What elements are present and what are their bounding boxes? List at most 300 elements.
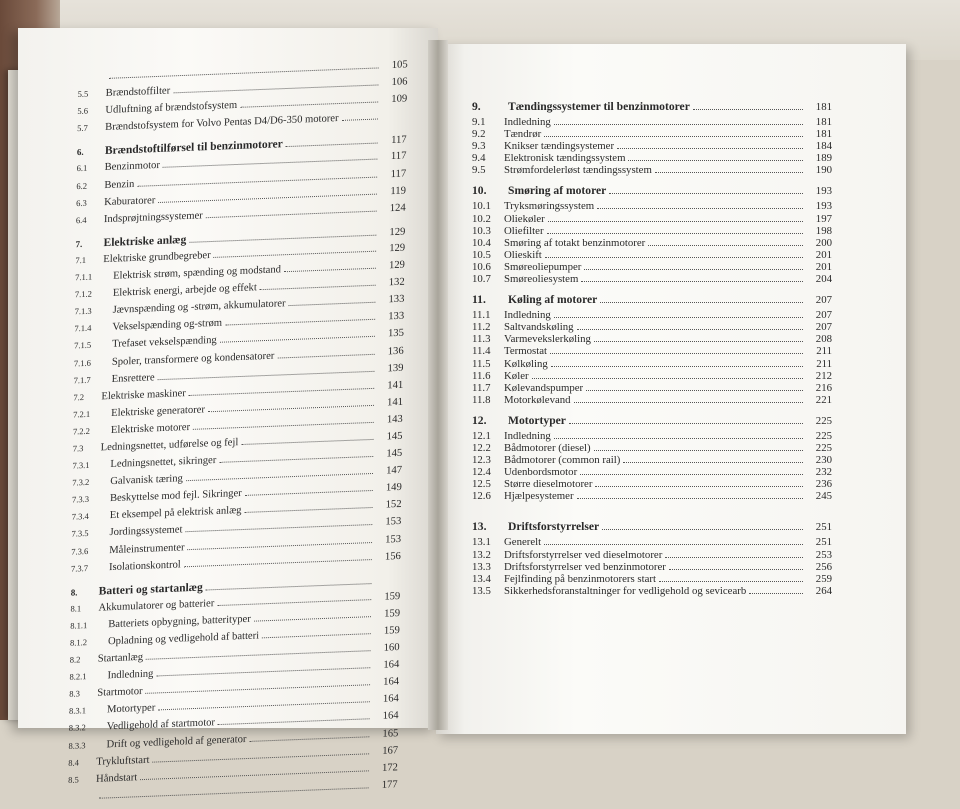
toc-number: 8.3.3 [68, 739, 86, 751]
toc-number: 11.7 [472, 381, 491, 394]
toc-leader-dots [206, 583, 372, 590]
toc-title: Ensrettere [111, 371, 155, 385]
toc-page-number: 225 [815, 441, 832, 454]
toc-title: Ledningsnettet, udførelse og fejl [100, 437, 239, 454]
toc-title: Køler [504, 369, 529, 382]
toc-number: 11.5 [472, 357, 491, 370]
toc-leader-dots [569, 423, 803, 424]
toc-title: Indledning [107, 668, 154, 682]
toc-row [472, 237, 832, 249]
toc-row [472, 321, 832, 333]
toc-number: 13.2 [472, 548, 491, 561]
toc-page-number: 159 [384, 590, 401, 603]
toc-title: Motorkølevand [504, 393, 571, 406]
toc-leader-dots [594, 450, 803, 451]
toc-number: 7.1.2 [74, 288, 92, 300]
toc-title: Brændstoffilter [105, 85, 171, 100]
toc-leader-dots [184, 559, 372, 567]
toc-leader-dots [186, 473, 373, 481]
toc-number: 9.2 [472, 128, 486, 141]
toc-leader-dots [577, 329, 803, 330]
toc-page-number: 200 [815, 236, 832, 249]
toc-number: 7.1.5 [74, 340, 92, 351]
toc-leader-dots [609, 193, 803, 194]
toc-title: Isolationskontrol [108, 559, 181, 573]
toc-number: 5.7 [77, 122, 88, 134]
toc-leader-dots [158, 702, 370, 711]
toc-leader-dots [208, 405, 374, 412]
toc-leader-dots [193, 422, 374, 430]
toc-title: Tændrør [504, 128, 542, 141]
toc-page-number: 190 [815, 164, 832, 177]
toc-title: Større dieselmotorer [504, 478, 593, 491]
toc-page-number: 211 [816, 357, 832, 370]
toc-number: 6.3 [76, 197, 87, 208]
toc-title: Brændstoftilførsel til benzinmotorer [104, 138, 283, 158]
toc-title: Fejlfinding på benzinmotorers start [504, 572, 657, 585]
toc-title: Smøreoliesystem [504, 273, 579, 286]
toc-leader-dots [245, 490, 373, 496]
toc-number: 12.2 [472, 441, 491, 454]
toc-page-number: 221 [815, 393, 832, 406]
toc-leader-dots [665, 557, 803, 558]
toc-page-number: 124 [389, 202, 406, 214]
toc-page-number: 159 [383, 625, 400, 637]
toc-row [472, 116, 832, 128]
toc-page-number: 216 [815, 381, 832, 394]
toc-number: 7.1.7 [73, 374, 91, 385]
toc-page-number: 129 [389, 242, 406, 255]
toc-leader-dots [600, 302, 803, 303]
toc-row [472, 333, 832, 345]
toc-number: 10.4 [472, 236, 491, 249]
toc-row [472, 561, 832, 573]
toc-page-number: 139 [387, 362, 404, 374]
right-toc [472, 100, 832, 597]
toc-number: 8.3 [69, 688, 81, 700]
toc-row [472, 454, 832, 466]
toc-page-number: 141 [387, 379, 404, 392]
toc-title: Motortyper [508, 413, 566, 427]
toc-row [472, 370, 832, 382]
toc-page-number: 136 [387, 345, 404, 357]
toc-title: Kaburatorer [104, 194, 156, 208]
toc-page-number: 177 [381, 779, 398, 791]
toc-leader-dots [158, 370, 375, 379]
toc-page-number: 198 [815, 224, 832, 237]
toc-number: 7.3.5 [71, 528, 89, 540]
toc-number: 11.3 [472, 333, 491, 346]
toc-title: Generelt [504, 536, 542, 549]
toc-leader-dots [158, 193, 377, 202]
toc-row [472, 358, 832, 370]
toc-leader-dots [554, 438, 803, 439]
toc-page-number: 201 [815, 248, 832, 261]
toc-title: Indledning [504, 309, 551, 322]
toc-title: Opladning og vedligehold af batteri [107, 630, 260, 648]
toc-number: 8.2 [69, 654, 81, 665]
toc-page-number: 153 [385, 533, 402, 546]
toc-number: 11.6 [472, 369, 491, 382]
toc-title: Elektrisk energi, arbejde og effekt [112, 282, 257, 299]
toc-title: Indledning [504, 429, 551, 442]
toc-page-number: 208 [815, 333, 832, 346]
toc-leader-dots [574, 402, 803, 403]
toc-leader-dots [554, 317, 803, 318]
toc-leader-dots [648, 245, 803, 246]
toc-number: 10. [472, 184, 487, 198]
toc-leader-dots [254, 616, 371, 622]
toc-number: 9.1 [472, 116, 486, 128]
toc-title: Driftsforstyrrelser ved benzinmotorer [504, 560, 666, 573]
toc-page-number: 160 [383, 642, 400, 654]
toc-page-number: 164 [383, 676, 400, 689]
toc-page-number: 189 [815, 152, 832, 165]
toc-number: 11.2 [472, 321, 491, 334]
toc-leader-dots [580, 474, 803, 475]
toc-leader-dots [109, 67, 379, 78]
toc-number: 12.5 [472, 478, 491, 491]
toc-leader-dots [532, 378, 803, 379]
toc-title: Smøreoliepumper [504, 260, 582, 273]
toc-page-number: 230 [815, 454, 832, 467]
toc-title: Benzinmotor [104, 160, 160, 174]
toc-leader-dots [152, 753, 369, 762]
toc-number: 11. [472, 293, 486, 307]
toc-row [472, 261, 832, 273]
toc-row [472, 345, 832, 357]
toc-title: Galvanisk tæring [110, 473, 183, 488]
toc-row [472, 128, 832, 140]
toc-leader-dots [244, 507, 372, 513]
toc-number: 5.6 [77, 105, 89, 117]
toc-chapter-row [472, 184, 832, 200]
toc-number: 5.5 [77, 88, 89, 100]
toc-number: 6.4 [75, 214, 87, 225]
toc-number: 7.1.4 [74, 322, 92, 334]
toc-number: 8.5 [68, 774, 79, 785]
toc-page-number: 152 [385, 499, 402, 511]
toc-leader-dots [241, 439, 373, 445]
toc-number: 9. [472, 100, 481, 113]
toc-row [472, 430, 832, 442]
toc-page-number: 225 [815, 414, 832, 427]
toc-title: Beskyttelse mod fejl. Sikringer [109, 488, 242, 505]
toc-row [472, 549, 832, 561]
toc-title: Vekselspænding og-strøm [112, 317, 223, 334]
toc-number: 7.3.2 [72, 477, 90, 488]
toc-title: Hjælpesystemer [504, 490, 574, 503]
toc-title: Jævnspænding og -strøm, akkumulatorer [112, 298, 286, 317]
toc-page-number: 129 [389, 226, 406, 239]
toc-title: Knikser tændingsystemer [504, 140, 615, 153]
toc-leader-dots [551, 366, 803, 367]
toc-page-number: 167 [382, 744, 399, 757]
toc-leader-dots [277, 353, 374, 358]
toc-title: Kølkøling [504, 357, 548, 370]
toc-title: Et eksempel på elektrisk anlæg [109, 505, 242, 522]
toc-title: Elektriske motorer [110, 421, 191, 436]
toc-row [472, 466, 832, 478]
book-gutter [428, 40, 448, 730]
toc-title: Håndstart [96, 771, 138, 785]
toc-title: Elektrisk strøm, spænding og modstand [113, 264, 282, 282]
toc-number: 9.4 [472, 152, 486, 165]
toc-title: Vedligehold af startmotor [106, 717, 216, 733]
toc-page-number: 251 [815, 521, 832, 534]
toc-title: Elektriske anlæg [103, 233, 187, 249]
toc-number: 9.5 [472, 164, 486, 177]
toc-row [472, 309, 832, 321]
toc-page-number: 117 [390, 150, 407, 163]
toc-page-number [374, 583, 400, 584]
toc-number: 10.5 [472, 248, 491, 261]
toc-page-number: 165 [382, 727, 399, 740]
toc-leader-dots [581, 281, 803, 282]
toc-number: 13.4 [472, 572, 491, 585]
toc-row [472, 573, 832, 585]
toc-number: 12.3 [472, 454, 491, 467]
toc-row [472, 478, 832, 490]
toc-page-number: 211 [816, 345, 832, 358]
toc-leader-dots [342, 119, 378, 121]
toc-page-number: 106 [391, 76, 408, 89]
toc-number: 12.6 [472, 490, 491, 503]
toc-chapter-row [472, 293, 832, 309]
toc-title: Elektriske generatorer [111, 404, 206, 419]
toc-title: Kølevandspumper [504, 381, 584, 394]
toc-page-number: 164 [383, 659, 400, 671]
toc-page-number: 133 [388, 293, 405, 306]
toc-number [68, 799, 96, 800]
toc-page-number: 109 [391, 93, 408, 106]
toc-leader-dots [693, 109, 803, 110]
toc-title: Sikkerhedsforanstaltninger for vedligehold og sevicearb [504, 584, 747, 597]
toc-page-number: 207 [815, 294, 832, 307]
toc-page-number: 253 [815, 548, 832, 561]
toc-chapter-row [472, 100, 832, 116]
toc-leader-dots [156, 667, 370, 676]
toc-number: 13. [472, 520, 487, 534]
toc-title: Termostat [504, 345, 548, 358]
toc-page-number: 181 [815, 101, 832, 113]
toc-page-number: 232 [815, 466, 832, 479]
toc-row [472, 536, 832, 548]
toc-number: 8.1.1 [70, 619, 88, 631]
toc-leader-dots [749, 593, 803, 594]
toc-title: Smøring af totakt benzinmotorer [504, 236, 646, 249]
toc-page-number: 164 [382, 693, 399, 706]
toc-page-number: 193 [815, 185, 832, 198]
toc-title: Saltvandskøling [504, 321, 574, 334]
toc-number: 12. [472, 413, 487, 427]
toc-leader-dots [554, 124, 803, 125]
toc-leader-dots [220, 336, 375, 343]
toc-number: 6. [76, 147, 84, 158]
toc-number: 7.1.3 [74, 305, 92, 317]
toc-leader-dots [260, 285, 376, 290]
toc-number: 7.2.1 [73, 408, 91, 420]
toc-title: Køling af motorer [508, 293, 598, 307]
toc-page-number: 156 [384, 550, 401, 563]
toc-title: Strømfordelerløst tændingssystem [504, 164, 652, 177]
toc-number: 7.2 [73, 391, 85, 403]
toc-number: 7.3.6 [71, 545, 89, 557]
toc-title: Tændingssystemer til benzinmotorer [508, 100, 690, 113]
toc-leader-dots [240, 102, 378, 108]
toc-title: Ledningsnettet, sikringer [110, 455, 217, 471]
toc-page-number: 207 [815, 309, 832, 322]
toc-title: Bådmotorer (common rail) [504, 454, 621, 467]
toc-row [472, 442, 832, 454]
toc-number: 10.3 [472, 224, 491, 237]
toc-leader-dots [189, 235, 376, 243]
toc-title: Bådmotorer (diesel) [504, 441, 591, 454]
toc-chapter-row [472, 520, 832, 536]
toc-page-number: 132 [388, 276, 405, 289]
toc-page-number: 129 [388, 259, 405, 272]
toc-title: Elektriske maskiner [101, 387, 186, 403]
toc-chapter-row [472, 414, 832, 430]
toc-page-number: 141 [387, 396, 404, 409]
toc-number: 7.1.6 [73, 357, 91, 368]
toc-page-number: 259 [815, 572, 832, 585]
toc-number: 8.2.1 [69, 671, 87, 682]
toc-row [472, 585, 832, 597]
toc-leader-dots [602, 529, 803, 530]
toc-number: 7.3 [72, 443, 84, 454]
toc-page-number: 207 [815, 321, 832, 334]
toc-leader-dots [217, 599, 371, 606]
toc-page-number: 181 [815, 128, 832, 141]
toc-page-number: 197 [815, 212, 832, 225]
toc-number: 13.1 [472, 536, 491, 549]
toc-leader-dots [206, 210, 377, 218]
toc-number: 8.1.2 [69, 637, 88, 648]
toc-page-number [381, 119, 407, 120]
toc-title: Startanlæg [97, 652, 144, 665]
toc-number: 12.1 [472, 429, 491, 442]
toc-number: 10.6 [472, 260, 491, 273]
toc-leader-dots [225, 319, 375, 326]
toc-title: Tryksmøringssystem [504, 200, 595, 213]
toc-title: Benzin [104, 178, 135, 191]
toc-page-number: 145 [386, 430, 403, 443]
toc-leader-dots [550, 353, 803, 354]
toc-number: 6.1 [76, 163, 88, 174]
toc-row [472, 394, 832, 406]
toc-number: 11.1 [472, 309, 491, 322]
toc-number: 8.3.2 [68, 722, 86, 734]
toc-page-number: 184 [815, 140, 832, 153]
toc-number: 8.4 [68, 757, 80, 768]
toc-leader-dots [173, 85, 378, 94]
toc-number: 7.1.1 [75, 271, 93, 283]
toc-page-number: 164 [382, 710, 399, 723]
toc-page-number: 245 [815, 490, 832, 503]
toc-leader-dots [163, 159, 378, 168]
toc-page-number: 149 [385, 482, 402, 494]
toc-leader-dots [628, 160, 803, 161]
toc-title: Elektronisk tændingssystem [504, 152, 626, 165]
toc-title: Indledning [504, 116, 551, 128]
toc-page-number: 256 [815, 560, 832, 573]
toc-title: Driftsforstyrrelser [508, 520, 600, 534]
toc-page-number: 204 [815, 273, 832, 286]
toc-leader-dots [137, 176, 377, 186]
toc-title: Indsprøjtningssystemer [103, 210, 203, 225]
toc-leader-dots [544, 544, 803, 545]
toc-leader-dots [262, 633, 371, 638]
toc-page-number: 135 [387, 328, 405, 340]
toc-title: Brændstofsystem for Volvo Pentas D4/D6-350 motorer [105, 113, 339, 134]
toc-page-number: 172 [381, 761, 398, 774]
toc-leader-dots [548, 221, 803, 222]
toc-page-number: 143 [386, 413, 403, 426]
toc-leader-dots [655, 172, 803, 173]
toc-page-number: 159 [384, 607, 401, 620]
toc-title: Startmotor [97, 686, 143, 700]
toc-row [472, 225, 832, 237]
toc-page-number: 133 [388, 310, 405, 323]
toc-leader-dots [286, 143, 378, 148]
toc-leader-dots [545, 257, 803, 258]
toc-number: 8.3.1 [69, 705, 87, 717]
toc-title: Motortyper [106, 702, 156, 716]
toc-number: 7.1 [75, 254, 87, 266]
toc-number: 11.4 [472, 345, 491, 358]
toc-number: 8. [70, 587, 78, 598]
toc-page-number: 119 [390, 185, 406, 197]
toc-leader-dots [617, 148, 803, 149]
toc-title: Elektriske grundbegreber [103, 249, 211, 266]
toc-number: 8.1 [70, 603, 82, 614]
toc-leader-dots [594, 341, 803, 342]
toc-page-number: 201 [815, 260, 832, 273]
toc-row [472, 382, 832, 394]
toc-number: 7.2.2 [72, 425, 91, 437]
toc-page-number: 145 [386, 447, 403, 460]
toc-leader-dots [146, 685, 371, 695]
toc-title: Akkumulatorer og batterier [98, 597, 215, 614]
toc-page-number: 117 [390, 168, 407, 180]
toc-title: Smøring af motorer [508, 184, 607, 198]
toc-page-number: 212 [815, 369, 832, 382]
toc-title: Udenbordsmotor [504, 466, 578, 479]
toc-row [472, 164, 832, 176]
toc-number: 9.3 [472, 140, 486, 153]
toc-number: 7.3.4 [71, 511, 89, 522]
toc-title: Jordingssystemet [109, 524, 183, 539]
toc-leader-dots [189, 388, 374, 396]
toc-title: Trykluftstart [96, 754, 150, 768]
toc-page-number: 105 [391, 59, 408, 71]
toc-title: Driftsforstyrrelser ved dieselmotorer [504, 548, 663, 561]
toc-row [472, 140, 832, 152]
toc-number: 13.3 [472, 560, 491, 573]
toc-number: 7.3.1 [72, 459, 90, 471]
toc-page-number: 236 [815, 478, 832, 491]
toc-title: Spoler, transformere og kondensatorer [111, 350, 275, 368]
toc-row [472, 152, 832, 164]
toc-leader-dots [288, 302, 375, 306]
toc-leader-dots [586, 390, 803, 391]
toc-leader-dots [584, 269, 803, 270]
toc-page-number: 251 [815, 536, 832, 549]
toc-number [78, 79, 106, 80]
toc-leader-dots [577, 498, 803, 499]
toc-row [472, 273, 832, 285]
